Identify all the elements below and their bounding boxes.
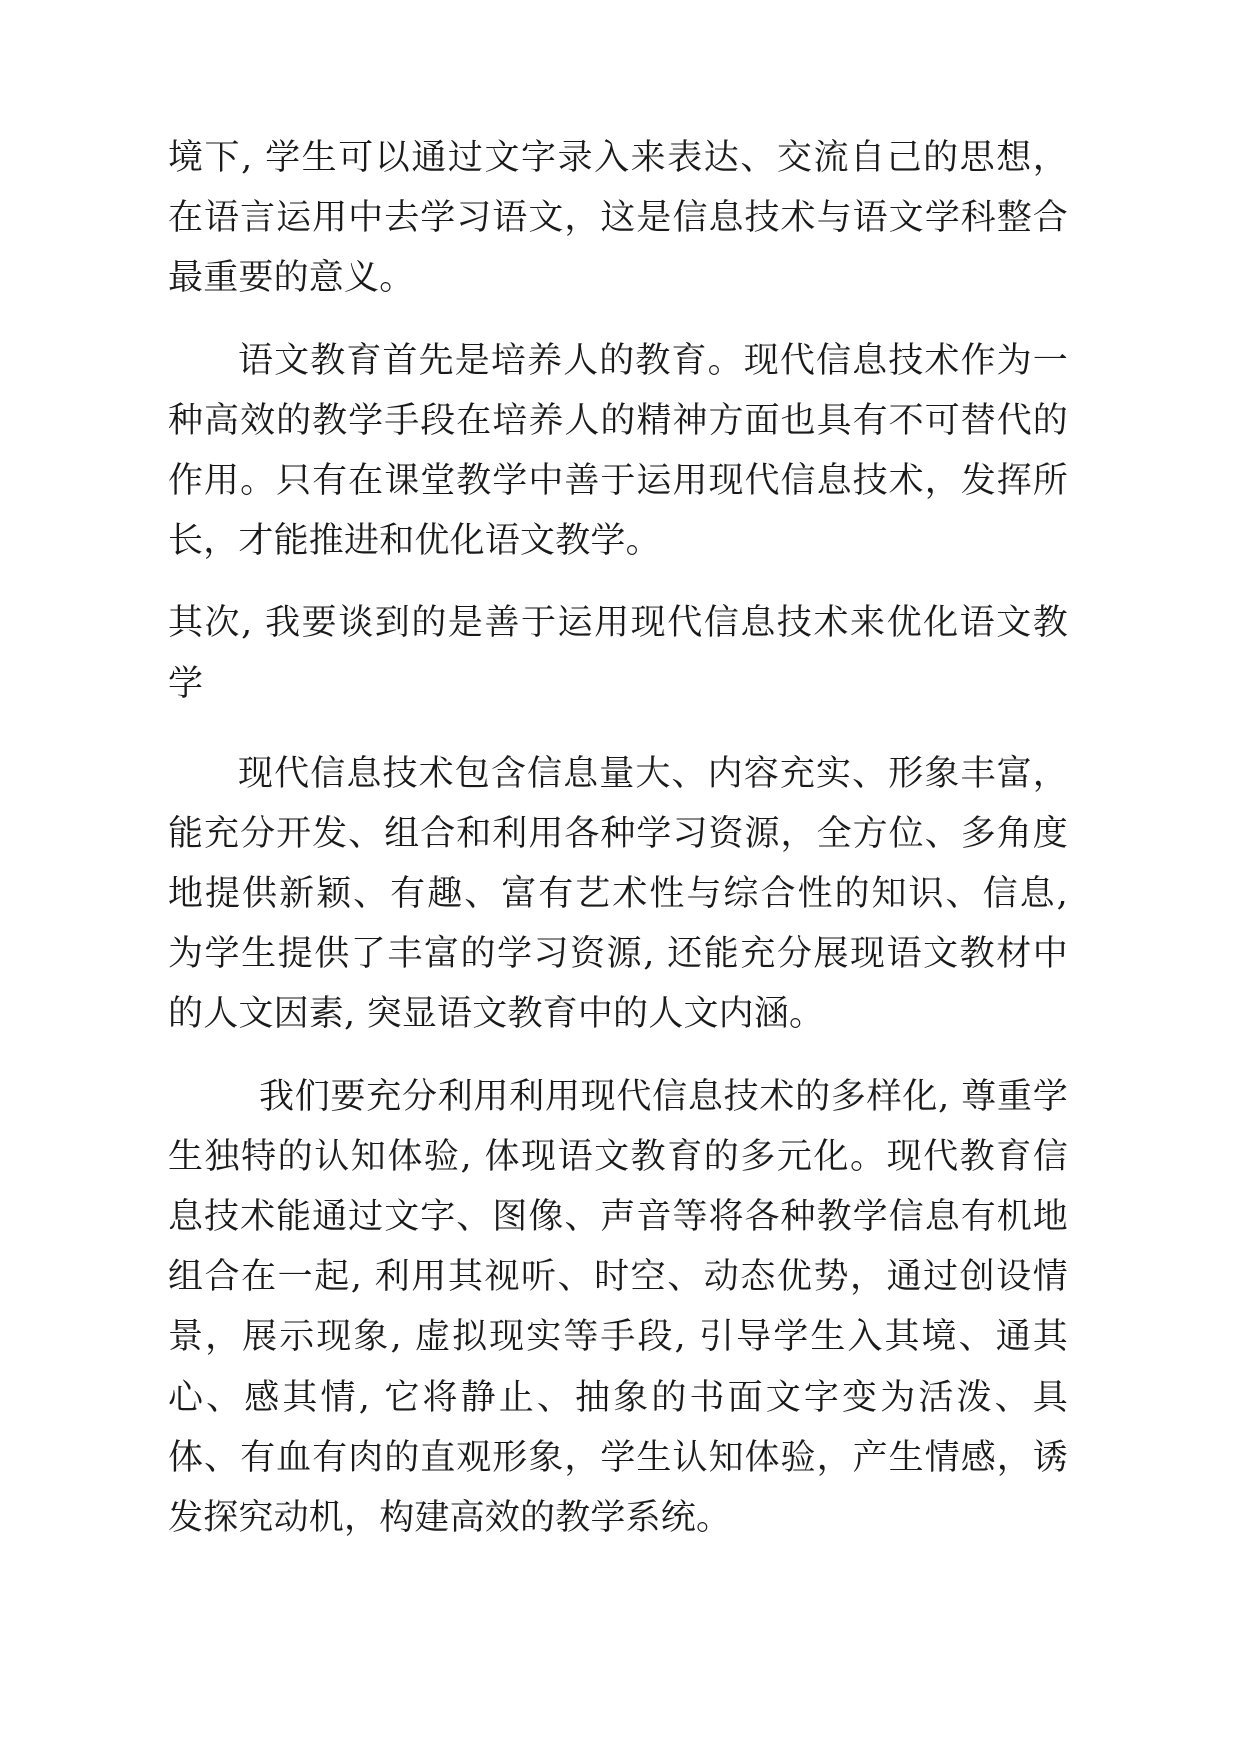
paragraph-1: 境下, 学生可以通过文字录入来表达、交流自己的思想，在语言运用中去学习语文，这是信息技术与语文学科整合最重要的意义。	[168, 138, 1068, 299]
document-text-body	[168, 128, 1068, 1570]
paragraph-5: 我们要充分利用利用现代信息技术的多样化, 尊重学生独特的认知体验, 体现语文教育的多元化。现代教育信息技术能通过文字、图像、声音等将各种教学信息有机地组合在一起, 利用其视听、时空、动态优势，通过创设情景，展示现象, 虚拟现实等手段, 引导学生入其境、通其心、感其情, 它将静止、抽象的书面文字变为活泼、具体、有血有肉的直观形象，学生认知体验，产生情感，诱发探究动机，构建高效的教学系统。	[168, 1076, 1068, 1538]
paragraph-2: 语文教育首先是培养人的教育。现代信息技术作为一种高效的教学手段在培养人的精神方面也具有不可替代的作用。只有在课堂教学中善于运用现代信息技术，发挥所长，才能推进和优化语文教学。	[168, 340, 1068, 562]
paragraph-3: 其次, 我要谈到的是善于运用现代信息技术来优化语文教学	[168, 603, 1068, 704]
paragraph-4: 现代信息技术包含信息量大、内容充实、形象丰富，能充分开发、组合和利用各种学习资源，全方位、多角度地提供新颖、有趣、富有艺术性与综合性的知识、信息, 为学生提供了丰富的学习资源, 还能充分展现语文教材中的人文因素, 突显语文教育中的人文内涵。	[168, 753, 1068, 1035]
